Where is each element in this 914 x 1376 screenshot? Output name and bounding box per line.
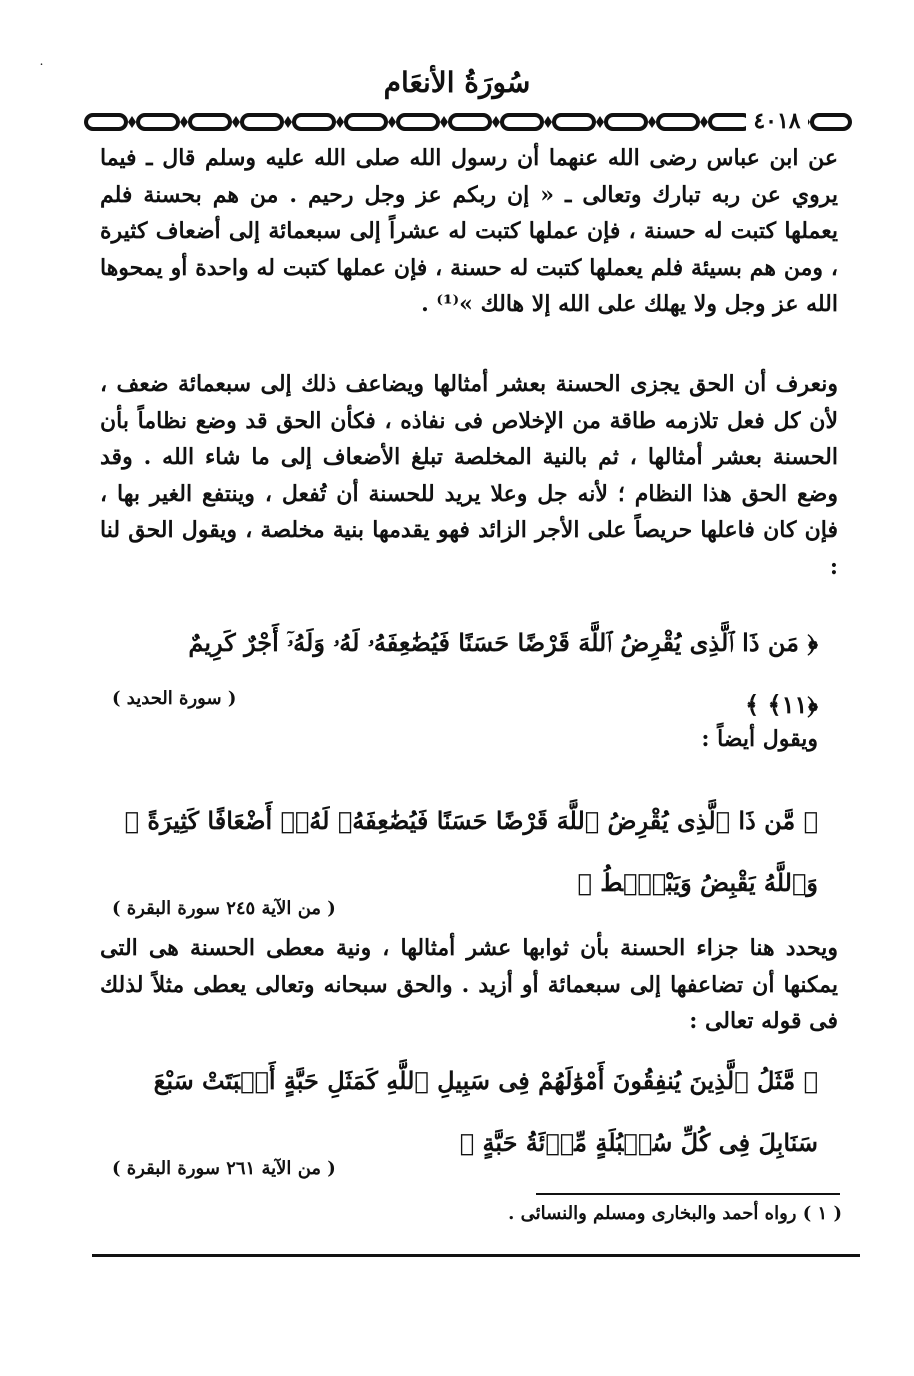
also-says-label: ويقول أيضاً : xyxy=(701,726,818,752)
verse-source-hadid: ( سورة الحديد ) xyxy=(112,688,237,709)
quran-verse-baqarah-245: ﴿ مَّن ذَا ٱلَّذِى يُقْرِضُ ٱللَّهَ قَرْضًا حَسَنًا فَيُضَٰعِفَهُۥ لَهُۥٓ أَضْعَافًا كَثِيرَةً ۚ وَٱللَّهُ يَقْبِضُ وَيَبْصُۜطُ ﴾ xyxy=(124,806,818,897)
surah-title: سُورَةُ الأنعَام xyxy=(383,66,531,99)
hadith-paragraph: عن ابن عباس رضى الله عنهما أن رسول الله صلى الله عليه وسلم قال ـ فيما يروي عن ربه تبارك وتعالى ـ « إن ربكم عز وجل رحيم . من هم بحسنة فلم يعملها كتبت له حسنة ، فإن عملها كتبت له عشراً إلى سبعمائة إلى أضعاف كثيرة ، ومن هم بسيئة فلم يعملها كتبت له حسنة ، فإن عملها كتبت له واحدة أو يمحوها الله عز وجل ولا يهلك على الله إلا هالك »⁽¹⁾ . xyxy=(100,145,838,317)
commentary-paragraph: ونعرف أن الحق يجزى الحسنة بعشر أمثالها ويضاعف ذلك إلى سبعمائة ضعف ، لأن كل فعل تلازمه طاقة من الإخلاص فى نفاذه ، فكأن الحق قد وضع نظاماً بأن الحسنة بعشر أمثالها ، ثم بالنية المخلصة تبلغ الأضعاف إلى ما شاء الله . وقد وضع الحق هذا النظام ؛ لأنه جل وعلا يريد للحسنة أن تُفعل ، وينتفع الغير بها ، فإن كان فاعلها حريصاً على الأجر الزائد فهو يقدمها بنية مخلصة ، ويقول الحق لنا : xyxy=(100,371,838,580)
verse-source-baqarah-245: ( من الآية ٢٤٥ سورة البقرة ) xyxy=(112,898,336,919)
commentary-paragraph-2: ويحدد هنا جزاء الحسنة بأن ثوابها عشر أمثالها ، ونية معطى الحسنة هى التى يمكنها أن تضاعفها إلى سبعمائة أو أزيد . والحق سبحانه وتعالى يعطى مثلاً لذلك فى قوله تعالى : xyxy=(100,935,838,1034)
verse-source-baqarah-261: ( من الآية ٢٦١ سورة البقرة ) xyxy=(112,1158,336,1179)
quran-verse-baqarah-261: ﴿ مَّثَلُ ٱلَّذِينَ يُنفِقُونَ أَمْوَٰلَهُمْ فِى سَبِيلِ ٱللَّهِ كَمَثَلِ حَبَّةٍ أَنۢبَتَتْ سَبْعَ سَنَابِلَ فِى كُلِّ سُنۢبُلَةٍ مِّا۟ئَةُ حَبَّةٍ ﴾ xyxy=(153,1066,818,1157)
page-number: ٤٠١٨ xyxy=(746,106,808,136)
header-ornament-border xyxy=(84,108,854,138)
footnote-divider xyxy=(536,1193,840,1195)
page-bottom-rule xyxy=(92,1254,860,1257)
corner-mark: ˙ xyxy=(38,62,45,78)
footnote: ( ١ ) رواه أحمد والبخارى ومسلم والنسائى . xyxy=(508,1203,842,1224)
quran-verse-hadid: ﴿ مَن ذَا ٱلَّذِى يُقْرِضُ ٱللَّهَ قَرْضًا حَسَنًا فَيُضَٰعِفَهُۥ لَهُۥ وَلَهُۥٓ أَجْرٌ كَرِيمٌ ﴿١١﴾ ﴾ xyxy=(188,628,818,719)
